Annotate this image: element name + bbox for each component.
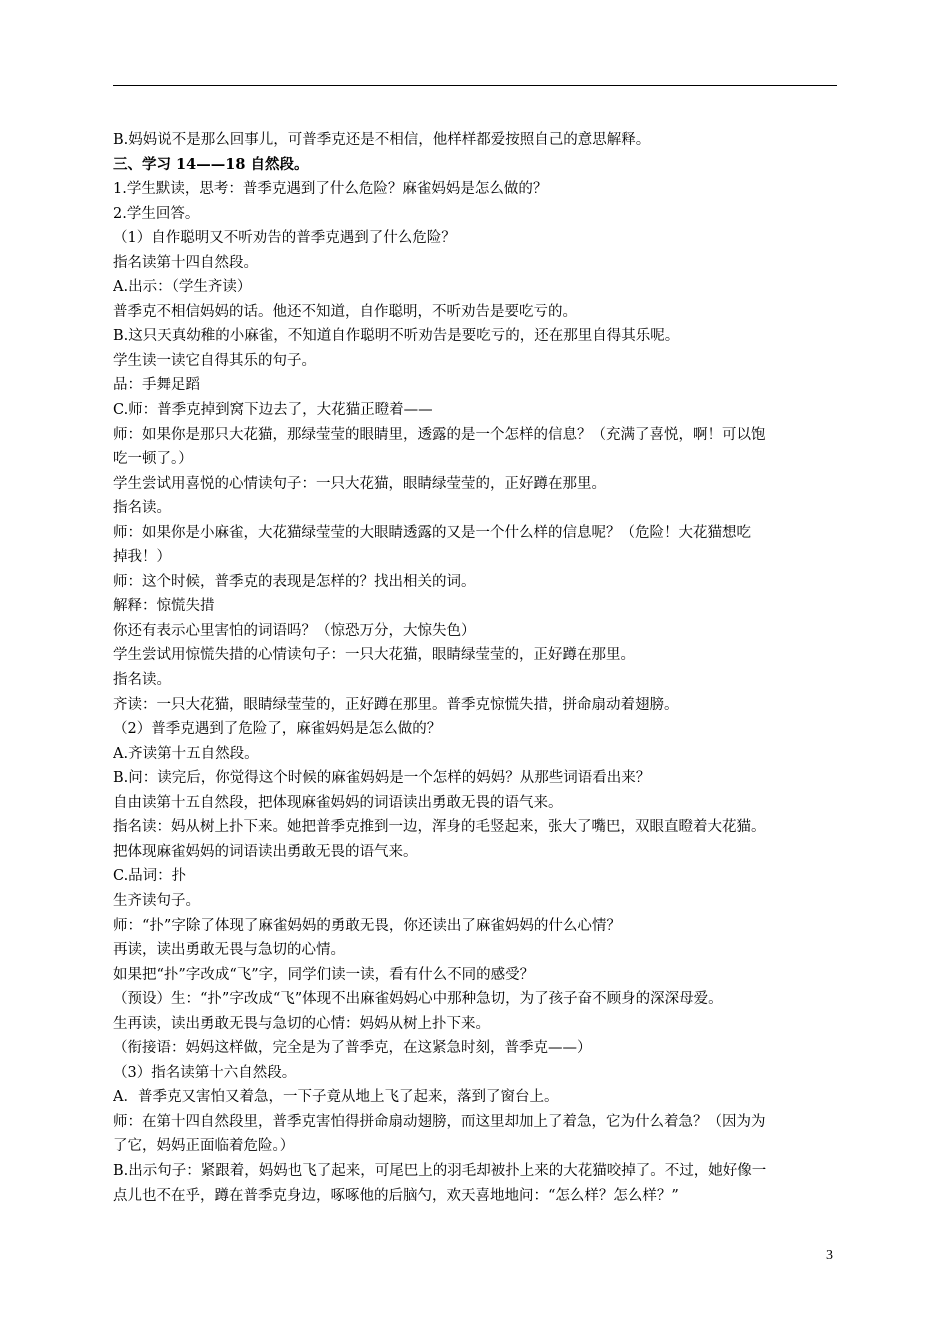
text-line: A.出示：（学生齐读） <box>113 279 252 296</box>
text-line: 普季克不相信妈妈的话。他还不知道，自作聪明，不听劝告是要吃亏的。 <box>113 303 577 320</box>
text-line: 指名读。 <box>113 500 171 517</box>
text-line: 再读，读出勇敢无畏与急切的心情。 <box>113 942 345 959</box>
text-line: 生齐读句子。 <box>113 892 200 909</box>
text-line: 品：手舞足蹈 <box>113 377 200 394</box>
text-line: 师：在第十四自然段里，普季克害怕得拼命扇动翅膀，而这里却加上了着急，它为什么着急？（因为为 <box>113 1113 766 1130</box>
text-line: 2.学生回答。 <box>113 205 200 222</box>
text-line: 师：这个时候，普季克的表现是怎样的？找出相关的词。 <box>113 573 476 590</box>
text-line: 生再读，读出勇敢无畏与急切的心情：妈妈从树上扑下来。 <box>113 1015 490 1032</box>
text-line: （3）指名读第十六自然段。 <box>113 1064 297 1081</box>
text-line: B.问：读完后，你觉得这个时候的麻雀妈妈是一个怎样的妈妈？从那些词语看出来？ <box>113 770 651 787</box>
text-line: 学生读一读它自得其乐的句子。 <box>113 352 316 369</box>
text-line: （预设）生：“扑”字改成“飞”体现不出麻雀妈妈心中那种急切，为了孩子奋不顾身的深深母爱。 <box>113 991 723 1008</box>
text-line: 了它，妈妈正面临着危险。） <box>113 1138 295 1155</box>
text-line: 1.学生默读，思考：普季克遇到了什么危险？麻雀妈妈是怎么做的？ <box>113 181 548 198</box>
text-line: （1）自作聪明又不听劝告的普季克遇到了什么危险？ <box>113 230 456 247</box>
section-heading: 三、学习 14——18 自然段。 <box>113 155 309 173</box>
text-line: B.妈妈说不是那么回事儿，可普季克还是不相信，他样样都爱按照自己的意思解释。 <box>113 132 651 148</box>
document-body <box>113 128 843 1208</box>
text-line: 齐读：一只大花猫，眼睛绿莹莹的，正好蹲在那里。普季克惊慌失措，拼命扇动着翅膀。 <box>113 696 679 713</box>
text-line: A.齐读第十五自然段。 <box>113 745 259 762</box>
text-line: 学生尝试用惊慌失措的心情读句子：一只大花猫，眼睛绿莹莹的，正好蹲在那里。 <box>113 647 635 664</box>
text-line: 学生尝试用喜悦的心情读句子：一只大花猫，眼睛绿莹莹的，正好蹲在那里。 <box>113 475 606 492</box>
text-line: 把体现麻雀妈妈的词语读出勇敢无畏的语气来。 <box>113 843 418 860</box>
text-line: 师：如果你是小麻雀，大花猫绿莹莹的大眼睛透露的又是一个什么样的信息呢？（危险！大花猫想吃 <box>113 524 751 541</box>
text-line: 指名读第十四自然段。 <box>113 254 258 271</box>
text-line: C.品词：扑 <box>113 868 187 885</box>
text-line: 指名读：妈从树上扑下来。她把普季克推到一边，浑身的毛竖起来，张大了嘴巴，双眼直瞪着大花猫。 <box>113 819 766 836</box>
text-line: 你还有表示心里害怕的词语吗？（惊恐万分，大惊失色） <box>113 622 476 639</box>
text-line: （衔接语：妈妈这样做，完全是为了普季克，在这紧急时刻，普季克——） <box>113 1040 592 1057</box>
text-line: 点儿也不在乎，蹲在普季克身边，啄啄他的后脑勺，欢天喜地地问：“怎么样？怎么样？” <box>113 1187 679 1204</box>
text-line: C.师：普季克掉到窝下边去了，大花猫正瞪着—— <box>113 402 433 419</box>
text-line: 如果把“扑”字改成“飞”字，同学们读一读，看有什么不同的感受？ <box>113 966 535 983</box>
page-number: 3 <box>826 1248 833 1263</box>
text-line: 吃一顿了。） <box>113 451 193 468</box>
text-line: B.出示句子：紧跟着，妈妈也飞了起来，可尾巴上的羽毛却被扑上来的大花猫咬掉了。不过，她好像一 <box>113 1162 767 1179</box>
text-line: B.这只天真幼稚的小麻雀，不知道自作聪明不听劝告是要吃亏的，还在那里自得其乐呢。 <box>113 328 680 345</box>
text-line: 师：如果你是那只大花猫，那绿莹莹的眼睛里，透露的是一个怎样的信息？（充满了喜悦，啊！可以饱 <box>113 426 766 443</box>
text-line: （2）普季克遇到了危险了，麻雀妈妈是怎么做的？ <box>113 721 442 738</box>
text-line: 师：“扑”字除了体现了麻雀妈妈的勇敢无畏，你还读出了麻雀妈妈的什么心情？ <box>113 917 621 934</box>
text-line: A．普季克又害怕又着急，一下子竟从地上飞了起来，落到了窗台上。 <box>113 1089 559 1106</box>
text-line: 自由读第十五自然段，把体现麻雀妈妈的词语读出勇敢无畏的语气来。 <box>113 794 563 811</box>
header-rule <box>113 85 837 86</box>
text-line: 指名读。 <box>113 672 171 689</box>
text-line: 解释：惊慌失措 <box>113 598 215 615</box>
text-line: 掉我！） <box>113 549 171 566</box>
